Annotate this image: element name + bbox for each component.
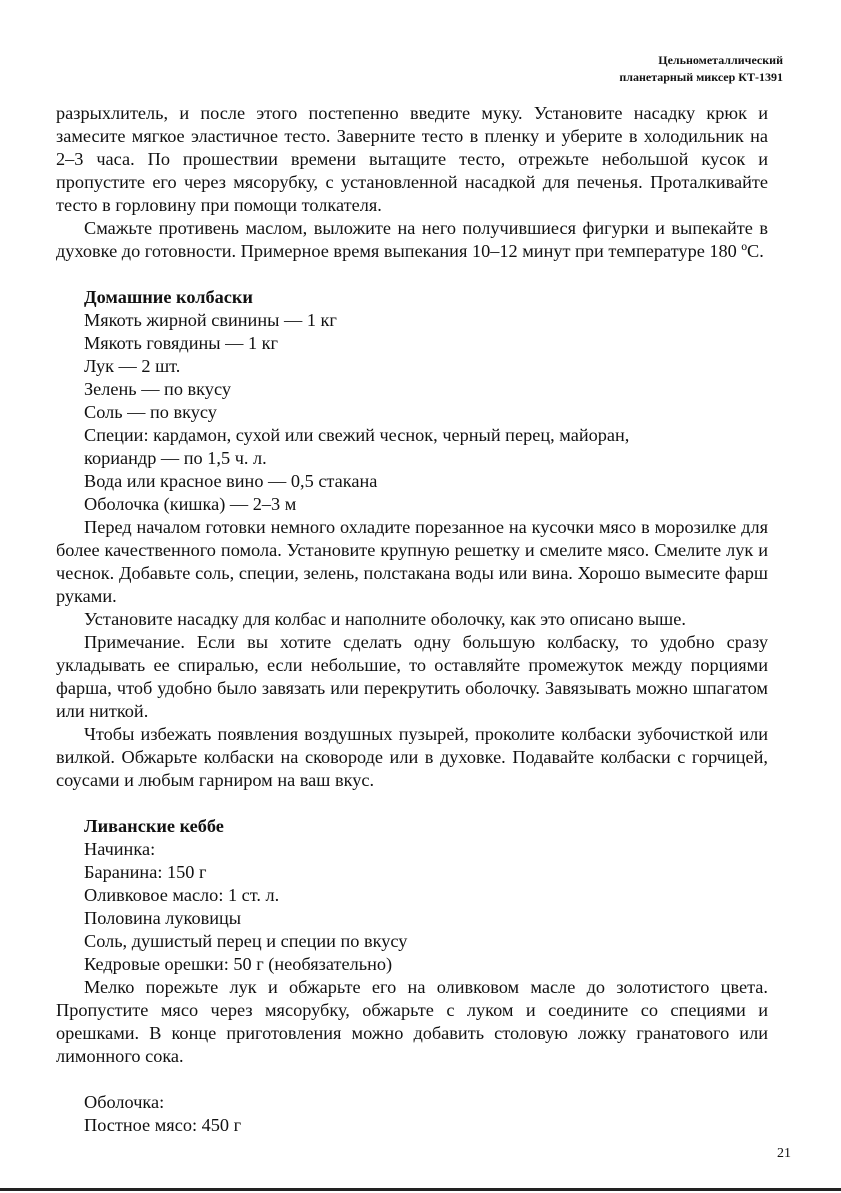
recipe-step: Мелко порежьте лук и обжарьте его на оливковом масле до золотистого цвета. Пропустите мясо через мясорубку, обжарьте с луком и соедините со специями и орешками. В конце приготовления можно добавить столовую ложку гранатового или лимонного сока. xyxy=(56,977,768,1066)
page-number: 21 xyxy=(777,1146,791,1161)
ingredient-line: Зелень — по вкусу xyxy=(84,379,231,399)
recipe-step: Перед началом готовки немного охладите порезанное на кусочки мясо в морозилке для более качественного помола. Установите крупную решетку и смелите мясо. Смелите лук и чеснок. Добавьте соль, специи, зелень, полстакана воды или вина. Хорошо вымесите фарш руками. xyxy=(56,517,768,606)
page-body xyxy=(56,102,768,1137)
ingredient-line: Мякоть говядины — 1 кг xyxy=(84,333,279,353)
page-bottom-rule xyxy=(0,1188,841,1191)
ingredient-line: Соль — по вкусу xyxy=(84,402,217,422)
header-line-1: Цельнометаллический xyxy=(658,53,783,67)
section-gap xyxy=(56,263,768,286)
ingredient-line: Оливковое масло: 1 ст. л. xyxy=(84,885,280,905)
ingredient-line: Постное мясо: 450 г xyxy=(84,1115,242,1135)
ingredient-line: Вода или красное вино — 0,5 стакана xyxy=(84,471,378,491)
header-line-2: планетарный миксер КТ-1391 xyxy=(619,70,783,84)
ingredient-line: Оболочка (кишка) — 2–3 м xyxy=(84,494,297,514)
ingredient-line: Половина луковицы xyxy=(84,908,242,928)
recipe-title-kibbeh: Ливанские кеббе xyxy=(84,816,224,836)
running-header xyxy=(619,52,783,86)
recipe-step: Чтобы избежать появления воздушных пузырей, проколите колбаски зубочисткой или вилкой. Обжарьте колбаски на сковороде или в духовке. Подавайте колбаски с горчицей, соусами и любым гарниром на ваш вкус. xyxy=(56,724,768,790)
ingredient-line: Лук — 2 шт. xyxy=(84,356,181,376)
ingredient-line: Кедровые орешки: 50 г (необязательно) xyxy=(84,954,393,974)
filling-label: Начинка: xyxy=(84,839,156,859)
ingredient-line: Баранина: 150 г xyxy=(84,862,207,882)
intro-paragraph-2: Смажьте противень маслом, выложите на него получившиеся фигурки и выпекайте в духовке до готовности. Примерное время выпекания 10–12 минут при температуре 180 ºС. xyxy=(56,218,768,261)
ingredient-line: Специи: кардамон, сухой или свежий чеснок, черный перец, майоран, xyxy=(84,425,630,445)
section-gap xyxy=(56,792,768,815)
recipe-title-sausages: Домашние колбаски xyxy=(84,287,253,307)
intro-paragraph-1: разрыхлитель, и после этого постепенно введите муку. Установите насадку крюк и замесите мягкое эластичное тесто. Заверните тесто в пленку и уберите в холодильник на 2–3 часа. По прошествии времени вытащите тесто, отрежьте небольшой кусок и пропустите его через мясорубку, с установленной насадкой для печенья. Проталкивайте тесто в горловину при помощи толкателя. xyxy=(56,103,768,215)
ingredient-line: кориандр — по 1,5 ч. л. xyxy=(84,448,267,468)
section-gap xyxy=(56,1068,768,1091)
recipe-step: Установите насадку для колбас и наполните оболочку, как это описано выше. xyxy=(84,609,686,629)
ingredient-line: Соль, душистый перец и специи по вкусу xyxy=(84,931,408,951)
ingredient-line: Мякоть жирной свинины — 1 кг xyxy=(84,310,337,330)
shell-label: Оболочка: xyxy=(84,1092,165,1112)
recipe-note: Примечание. Если вы хотите сделать одну большую колбаску, то удобно сразу укладывать ее спиралью, если небольшие, то оставляйте промежуток между порциями фарша, чтоб удобно было завязать или перекрутить оболочку. Завязывать можно шпагатом или ниткой. xyxy=(56,632,768,721)
